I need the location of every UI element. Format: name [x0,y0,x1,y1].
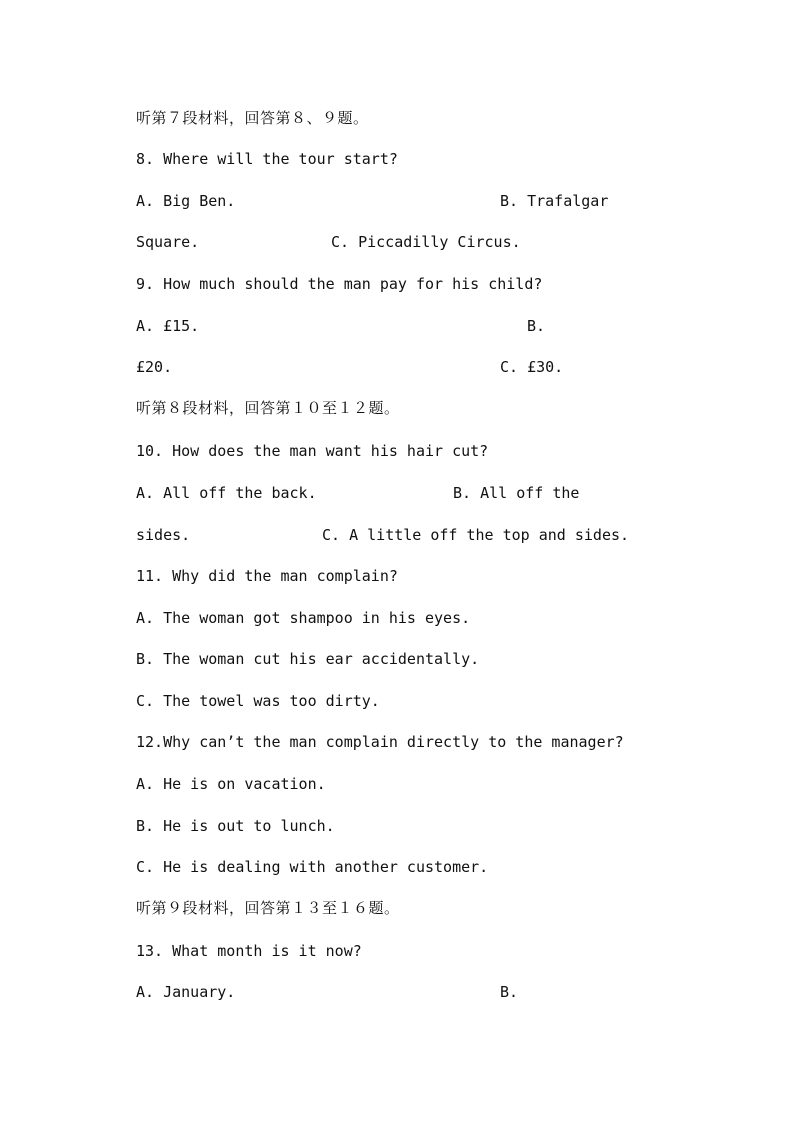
q8-option-b-continued: Square. [136,233,200,251]
q9-option-a: A. £15. [136,317,200,335]
section-8-header: 听第８段材料，回答第１０至１２题。 [136,399,400,417]
q8-option-c: C. Piccadilly Circus. [331,233,521,251]
section-7-header: 听第７段材料，回答第８、９题。 [136,109,369,127]
q9-option-c: C. £30. [500,358,564,376]
q11-option-b: B. The woman cut his ear accidentally. [136,650,480,668]
q8-option-b: B. Trafalgar [500,192,609,210]
q11-option-c: C. The towel was too dirty. [136,692,380,710]
q8-option-a: A. Big Ben. [136,192,236,210]
q10-option-c: C. A little off the top and sides. [322,526,630,544]
q10-option-b-continued: sides. [136,526,191,544]
question-13: 13. What month is it now? [136,942,362,960]
q9-option-b-value: £20. [136,358,173,376]
question-12: 12.Why can’t the man complain directly to the manager? [136,733,624,751]
q10-option-b: B. All off the [453,484,580,502]
question-9: 9. How much should the man pay for his child? [136,275,543,293]
q13-option-a: A. January. [136,983,236,1001]
question-10: 10. How does the man want his hair cut? [136,442,489,460]
q12-option-c: C. He is dealing with another customer. [136,858,489,876]
q11-option-a: A. The woman got shampoo in his eyes. [136,609,471,627]
question-11: 11. Why did the man complain? [136,567,398,585]
q13-option-b-label: B. [500,983,519,1001]
q12-option-b: B. He is out to lunch. [136,817,335,835]
section-9-header: 听第９段材料，回答第１３至１６题。 [136,899,400,917]
question-8: 8. Where will the tour start? [136,150,398,168]
q10-option-a: A. All off the back. [136,484,317,502]
q9-option-b-label: B. [527,317,546,335]
q12-option-a: A. He is on vacation. [136,775,326,793]
